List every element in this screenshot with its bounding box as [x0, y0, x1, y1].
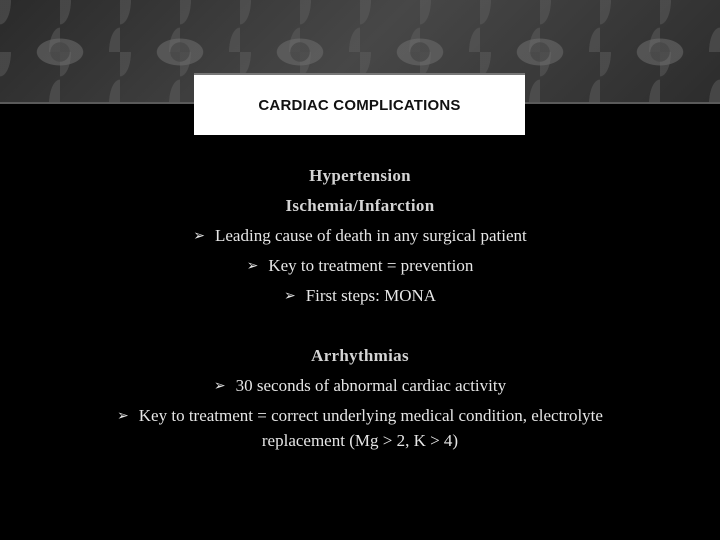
slide-title: CARDIAC COMPLICATIONS — [258, 96, 461, 114]
heading-hypertension: Hypertension — [309, 166, 411, 185]
bullet-item — [0, 226, 720, 247]
bullet-item — [0, 406, 720, 427]
heading-ischemia: Ischemia/Infarction — [285, 196, 435, 215]
bullet-continuation: replacement (Mg > 2, K > 4) — [261, 431, 459, 450]
heading-arrhythmias: Arrhythmias — [311, 346, 409, 365]
arrow-bullet-icon: ➢ — [283, 288, 296, 304]
bullet-text: First steps: MONA — [305, 286, 437, 305]
arrow-bullet-icon: ➢ — [213, 378, 226, 394]
bullet-text: Key to treatment = prevention — [268, 256, 474, 275]
bullet-text: 30 seconds of abnormal cardiac activity — [235, 376, 507, 395]
bullet-item — [0, 286, 720, 307]
title-box — [194, 73, 525, 135]
arrow-bullet-icon: ➢ — [193, 228, 205, 244]
arrow-bullet-icon: ➢ — [117, 408, 129, 424]
bullet-text: Key to treatment = correct underlying medical condition, electrolyte — [138, 406, 603, 425]
bullet-text: Leading cause of death in any surgical patient — [215, 226, 527, 245]
arrow-bullet-icon: ➢ — [246, 258, 259, 274]
bullet-item — [0, 376, 720, 397]
bullet-item — [0, 256, 720, 277]
